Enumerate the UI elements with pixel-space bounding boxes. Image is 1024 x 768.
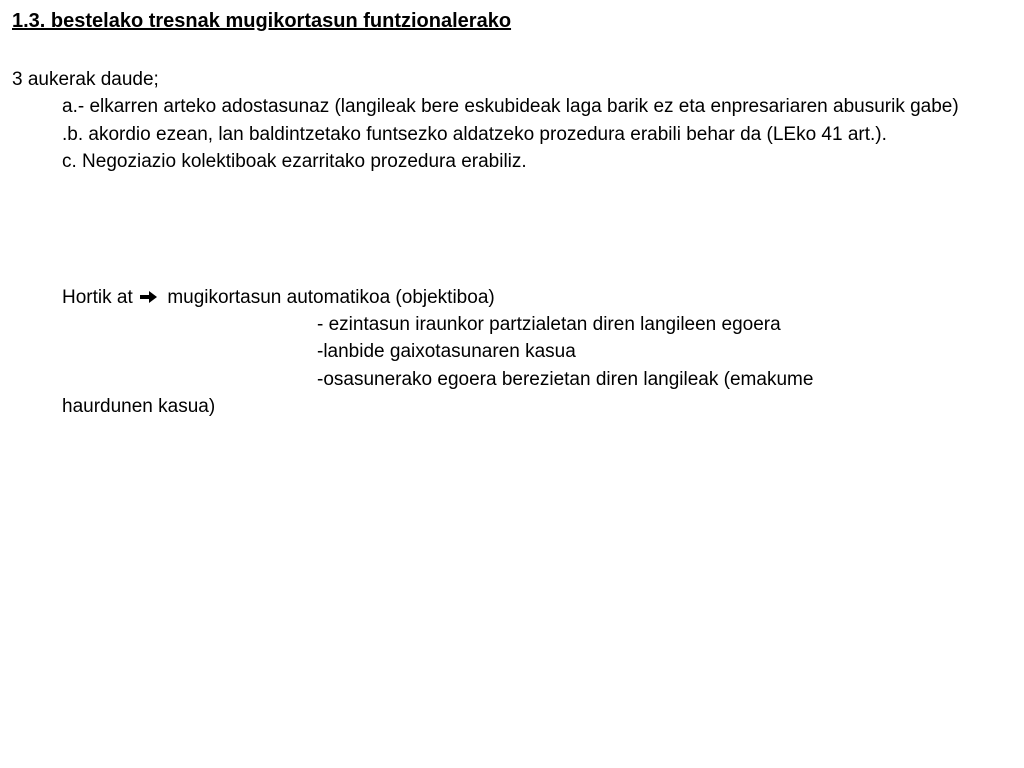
case-item: -osasunerako egoera berezietan diren langileak (emakume	[317, 369, 814, 390]
right-arrow-icon	[140, 290, 158, 304]
case-item: - ezintasun iraunkor partzialetan diren langileen egoera	[317, 314, 781, 335]
hortik-line	[62, 284, 495, 312]
case-item: -lanbide gaixotasunaren kasua	[317, 341, 576, 362]
option-b: .b. akordio ezean, lan baldintzetako funtsezko aldatzeko prozedura erabili behar da (LEko 41 art.).	[62, 123, 887, 145]
hortik-lead: Hortik at	[62, 287, 133, 308]
option-a: a.- elkarren arteko adostasunaz (langileak bere eskubideak laga barik ez eta enpresariaren abusurik gabe)	[62, 96, 959, 117]
slide-title: 1.3. bestelako tresnak mugikortasun funtzionalerako	[12, 10, 512, 32]
options-list	[62, 93, 1007, 176]
case-continuation: haurdunen kasua)	[62, 396, 216, 417]
intro-text: 3 aukerak daude;	[12, 69, 159, 90]
option-c: c. Negoziazio kolektiboak ezarritako prozedura erabiliz.	[62, 151, 527, 172]
hortik-text: mugikortasun automatikoa (objektiboa)	[167, 287, 495, 308]
